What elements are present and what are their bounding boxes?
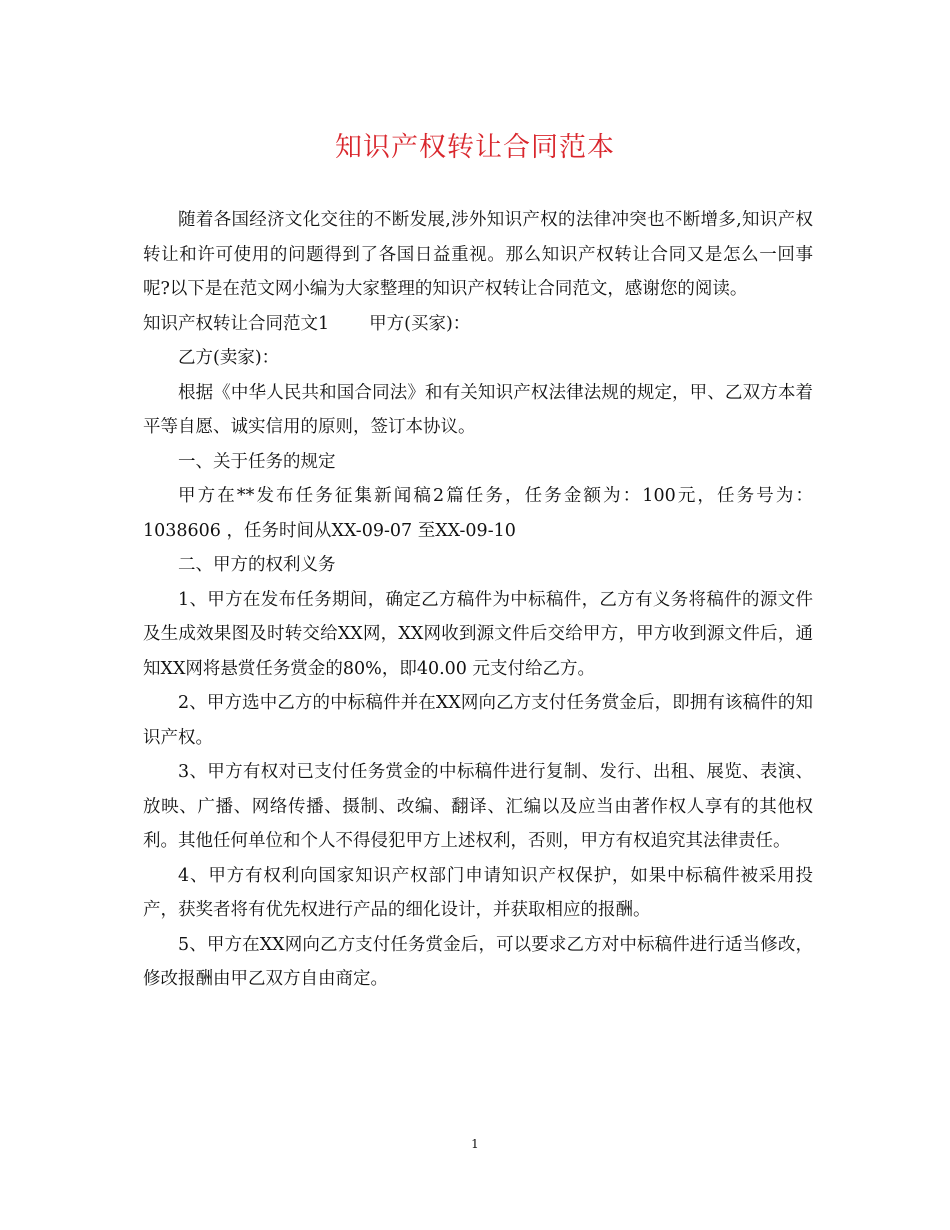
page-number: 1 bbox=[471, 1137, 479, 1151]
party-b-label: 乙方(卖家)： bbox=[178, 348, 280, 368]
basis-paragraph: 根据《中华人民共和国合同法》和有关知识产权法律法规的规定，甲、乙双方本着平等自愿、诚实信用的原则，签订本协议。 bbox=[143, 382, 813, 437]
section-1-title: 一、关于任务的规定 bbox=[178, 451, 336, 472]
clause-item-1: 1、甲方在发布任务期间，确定乙方稿件为中标稿件，乙方有义务将稿件的源文件及生成效果图及时转交给XX网，XX网收到源文件后交给甲方，甲方收到源文件后，通知XX网将悬赏任务赏金的80%，即40.00 元支付给乙方。 bbox=[143, 589, 813, 679]
clause-item-3: 3、甲方有权对已支付任务赏金的中标稿件进行复制、发行、出租、展览、表演、放映、广播、网络传播、摄制、改编、翻译、汇编以及应当由著作权人享有的其他权利。其他任何单位和个人不得侵犯甲方上述权利，否则，甲方有权追究其法律责任。 bbox=[143, 762, 813, 851]
intro-paragraph: 随着各国经济文化交往的不断发展,涉外知识产权的法律冲突也不断增多,知识产权转让和许可使用的问题得到了各国日益重视。那么知识产权转让合同又是怎么一回事呢?以下是在范文网小编为大家整理的知识产权转让合同范文，感谢您的阅读。 bbox=[143, 210, 813, 299]
document-body bbox=[143, 203, 813, 997]
clause-item-2: 2、甲方选中乙方的中标稿件并在XX网向乙方支付任务赏金后，即拥有该稿件的知识产权。 bbox=[143, 693, 813, 748]
sample-heading-line bbox=[143, 307, 813, 342]
section-2-title: 二、甲方的权利义务 bbox=[178, 555, 336, 575]
party-a-label: 甲方(买家)： bbox=[369, 313, 471, 334]
document-title: 知识产权转让合同范本 bbox=[335, 132, 615, 163]
clause-item-4: 4、甲方有权利向国家知识产权部门申请知识产权保护，如果中标稿件被采用投产，获奖者将有优先权进行产品的细化设计，并获取相应的报酬。 bbox=[143, 865, 813, 920]
sample-heading: 知识产权转让合同范文1 bbox=[143, 313, 330, 334]
clause-item-5: 5、甲方在XX网向乙方支付任务赏金后，可以要求乙方对中标稿件进行适当修改，修改报酬由甲乙双方自由商定。 bbox=[143, 934, 813, 989]
section-1-text: 甲方在**发布任务征集新闻稿2篇任务，任务金额为：100元，任务号为：1038606 ，任务时间从XX-09-07 至XX-09-10 bbox=[143, 486, 813, 541]
